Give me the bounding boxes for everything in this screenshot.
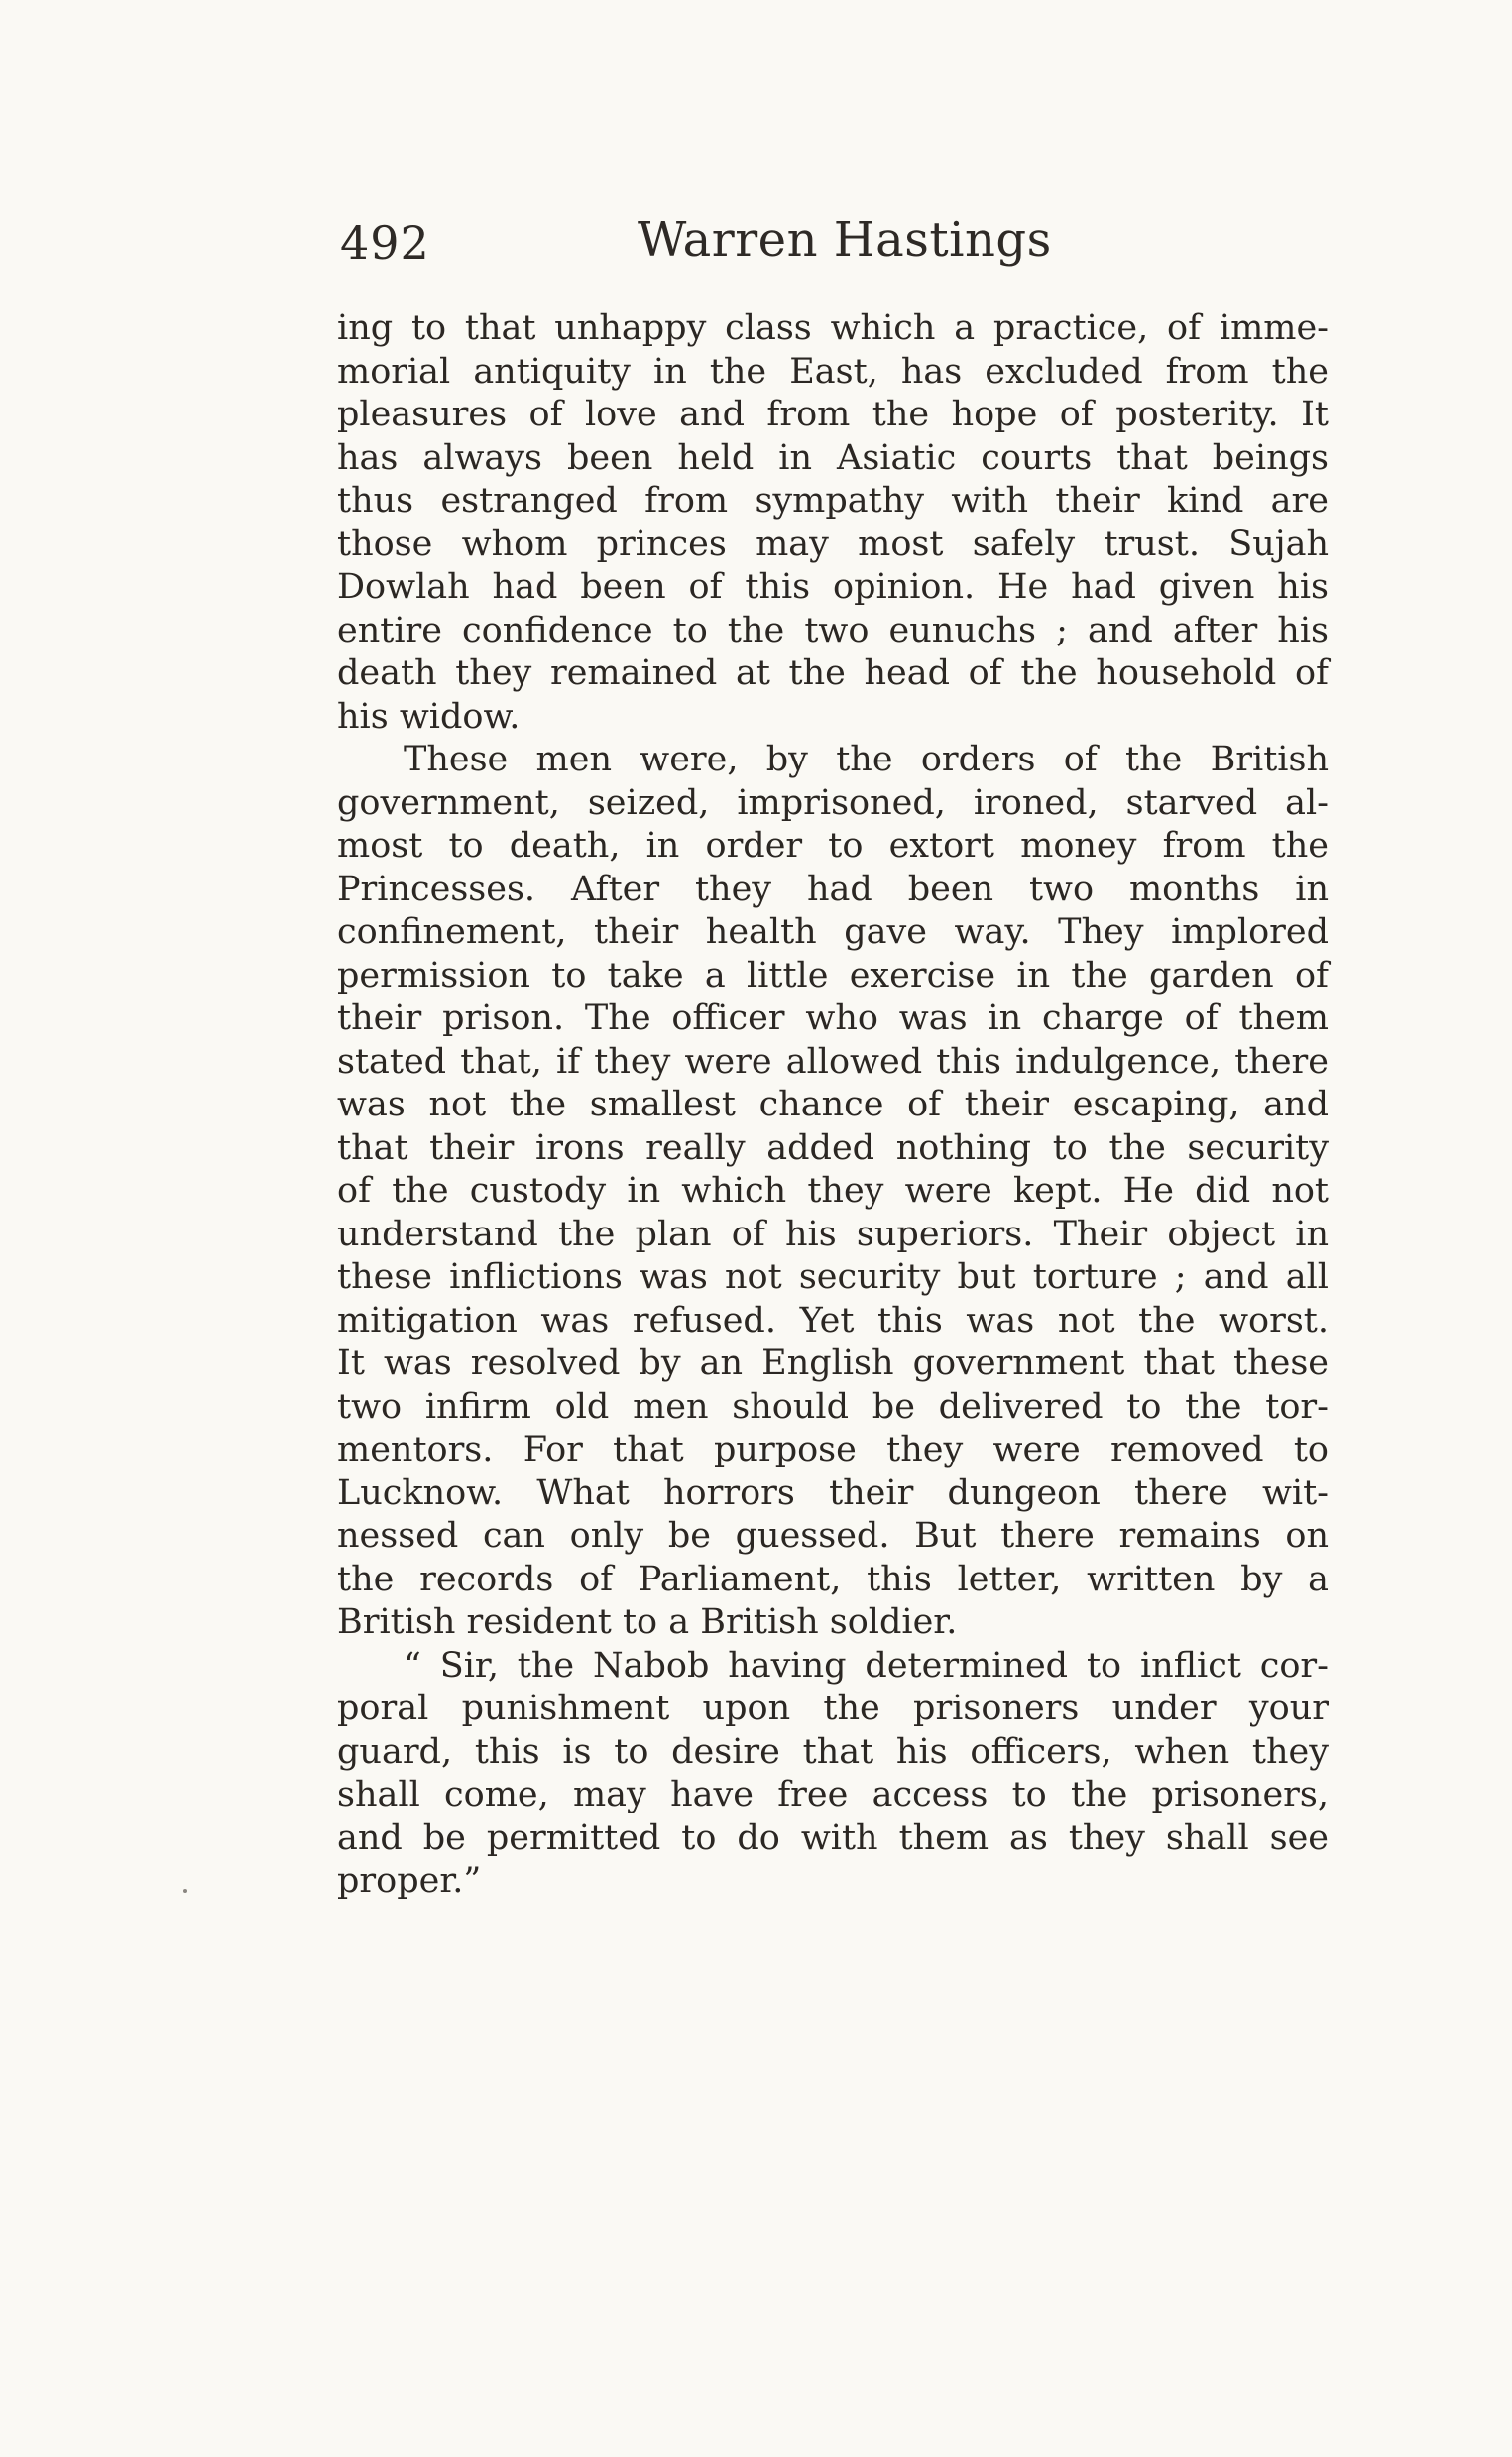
text-line: Princesses. After they had been two months in (337, 869, 1329, 909)
text-line: Dowlah had been of this opinion. He had given his (337, 567, 1329, 607)
running-title: Warren Hastings (638, 212, 1052, 268)
text-line: has always been held in Asiatic courts that beings (337, 437, 1329, 478)
text-line: these inflictions was not security but torture ; and all (337, 1257, 1329, 1297)
text-line: mentors. For that purpose they were removed to (337, 1430, 1329, 1469)
text-line: government, seized, imprisoned, ironed, starved al- (337, 782, 1329, 823)
text-line: shall come, may have free access to the prisoners, (337, 1775, 1329, 1814)
paragraph-start-line: These men were, by the orders of the British (404, 740, 1329, 779)
margin-speck (183, 1889, 187, 1893)
text-line: It was resolved by an English government that these (337, 1344, 1329, 1383)
text-line: of the custody in which they were kept. He did not (337, 1171, 1329, 1211)
text-line: thus estranged from sympathy with their kind are (337, 481, 1329, 521)
text-line: British resident to a British soldier. (337, 1602, 958, 1642)
paragraph-start-line: “ Sir, the Nabob having determined to inflict cor- (404, 1645, 1329, 1686)
text-line: pleasures of love and from the hope of posterity. It (337, 395, 1329, 434)
text-line: was not the smallest chance of their escaping, and (337, 1085, 1329, 1124)
text-line: the records of Parliament, this letter, written by a (337, 1559, 1329, 1599)
text-line: death they remained at the head of the household of (337, 653, 1329, 693)
text-line: Lucknow. What horrors their dungeon there wit- (337, 1472, 1329, 1513)
text-line: mitigation was refused. Yet this was not the worst. (337, 1300, 1329, 1341)
text-line: their prison. The officer who was in charge of them (337, 998, 1329, 1038)
text-line: that their irons really added nothing to the security (337, 1127, 1329, 1168)
text-line: two infirm old men should be delivered to the tor- (337, 1386, 1329, 1427)
text-line: confinement, their health gave way. They implored (337, 912, 1329, 952)
text-line: understand the plan of his superiors. Their object in (337, 1214, 1329, 1254)
text-line: ing to that unhappy class which a practice, of imme- (337, 308, 1329, 348)
text-line: poral punishment upon the prisoners under your (337, 1689, 1329, 1728)
page-header (340, 212, 1332, 286)
text-line: permission to take a little exercise in the garden of (337, 955, 1329, 995)
text-line: nessed can only be guessed. But there remains on (337, 1516, 1329, 1556)
page-number: 492 (340, 216, 430, 270)
text-line: entire confidence to the two eunuchs ; and after his (337, 610, 1329, 650)
text-line: stated that, if they were allowed this indulgence, there (337, 1041, 1329, 1082)
text-line: and be permitted to do with them as they shall see (337, 1817, 1329, 1858)
text-line: his widow. (337, 696, 521, 737)
body-text (337, 307, 1329, 1904)
text-line: those whom princes may most safely trust. Sujah (337, 524, 1329, 564)
text-line: most to death, in order to extort money from the (337, 826, 1329, 866)
text-line: proper.” (337, 1861, 482, 1901)
text-line: morial antiquity in the East, has excluded from the (337, 351, 1329, 392)
text-line: guard, this is to desire that his officers, when they (337, 1731, 1329, 1772)
